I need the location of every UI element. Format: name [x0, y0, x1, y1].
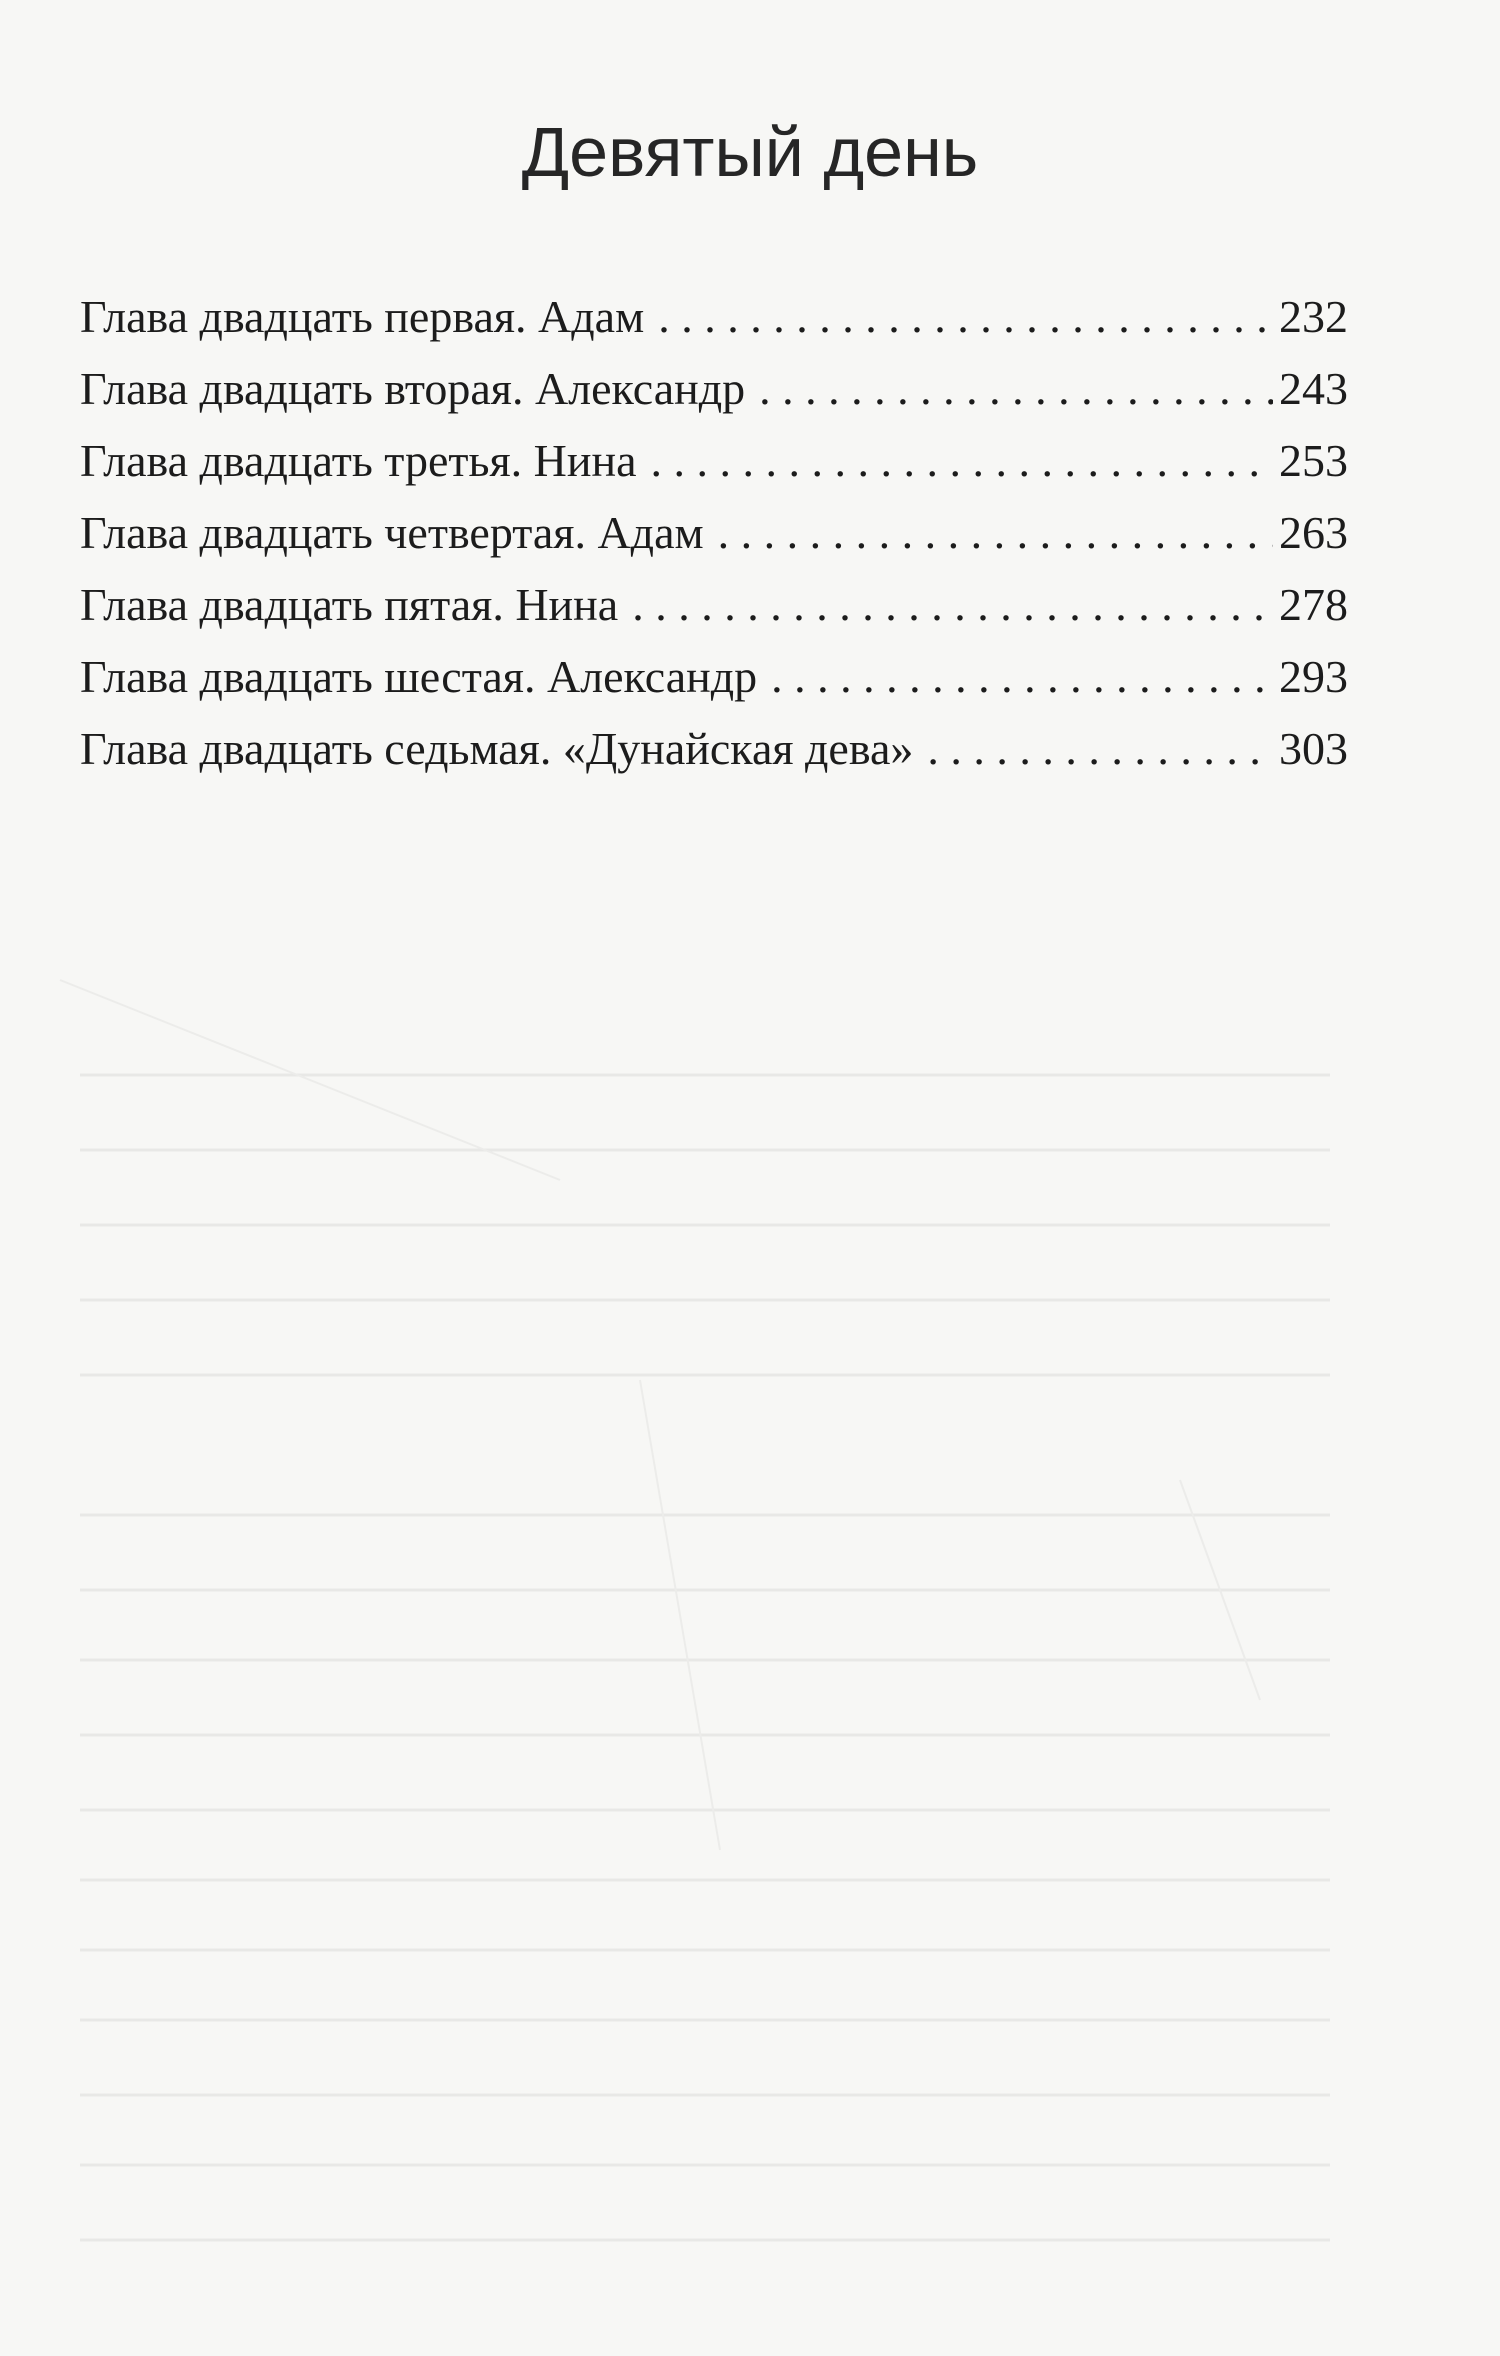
toc-entry-title: Глава двадцать четвертая. Адам	[80, 507, 704, 558]
dot-leader	[718, 506, 1273, 559]
dot-leader	[632, 578, 1273, 631]
toc-entry[interactable]	[80, 578, 1348, 650]
toc-entry-page: 253	[1279, 435, 1348, 486]
toc-entry-title: Глава двадцать седьмая. «Дунайская дева»	[80, 723, 914, 774]
dot-leader	[927, 722, 1273, 775]
dot-leader	[651, 434, 1274, 487]
toc-entry-page: 293	[1279, 651, 1348, 702]
toc-entry-title: Глава двадцать пятая. Нина	[80, 579, 619, 630]
toc-entry[interactable]	[80, 722, 1348, 794]
toc-entry-title: Глава двадцать вторая. Александр	[80, 363, 746, 414]
toc-entry-page: 232	[1279, 291, 1348, 342]
toc-entry-title: Глава двадцать первая. Адам	[80, 291, 645, 342]
toc-entry-title: Глава двадцать третья. Нина	[80, 435, 637, 486]
toc-entry-page: 243	[1279, 363, 1348, 414]
toc-entry-page: 303	[1279, 723, 1348, 774]
table-of-contents	[80, 290, 1348, 794]
toc-entry[interactable]	[80, 434, 1348, 506]
toc-entry-page: 263	[1279, 507, 1348, 558]
toc-entry[interactable]	[80, 650, 1348, 722]
toc-entry-title: Глава двадцать шестая. Александр	[80, 651, 758, 702]
toc-entry[interactable]	[80, 506, 1348, 578]
dot-leader	[658, 290, 1273, 343]
section-title: Девятый день	[521, 113, 979, 191]
toc-entry[interactable]	[80, 362, 1348, 434]
dot-leader	[759, 362, 1273, 415]
toc-entry-page: 278	[1279, 579, 1348, 630]
dot-leader	[771, 650, 1273, 703]
toc-entry[interactable]	[80, 290, 1348, 362]
